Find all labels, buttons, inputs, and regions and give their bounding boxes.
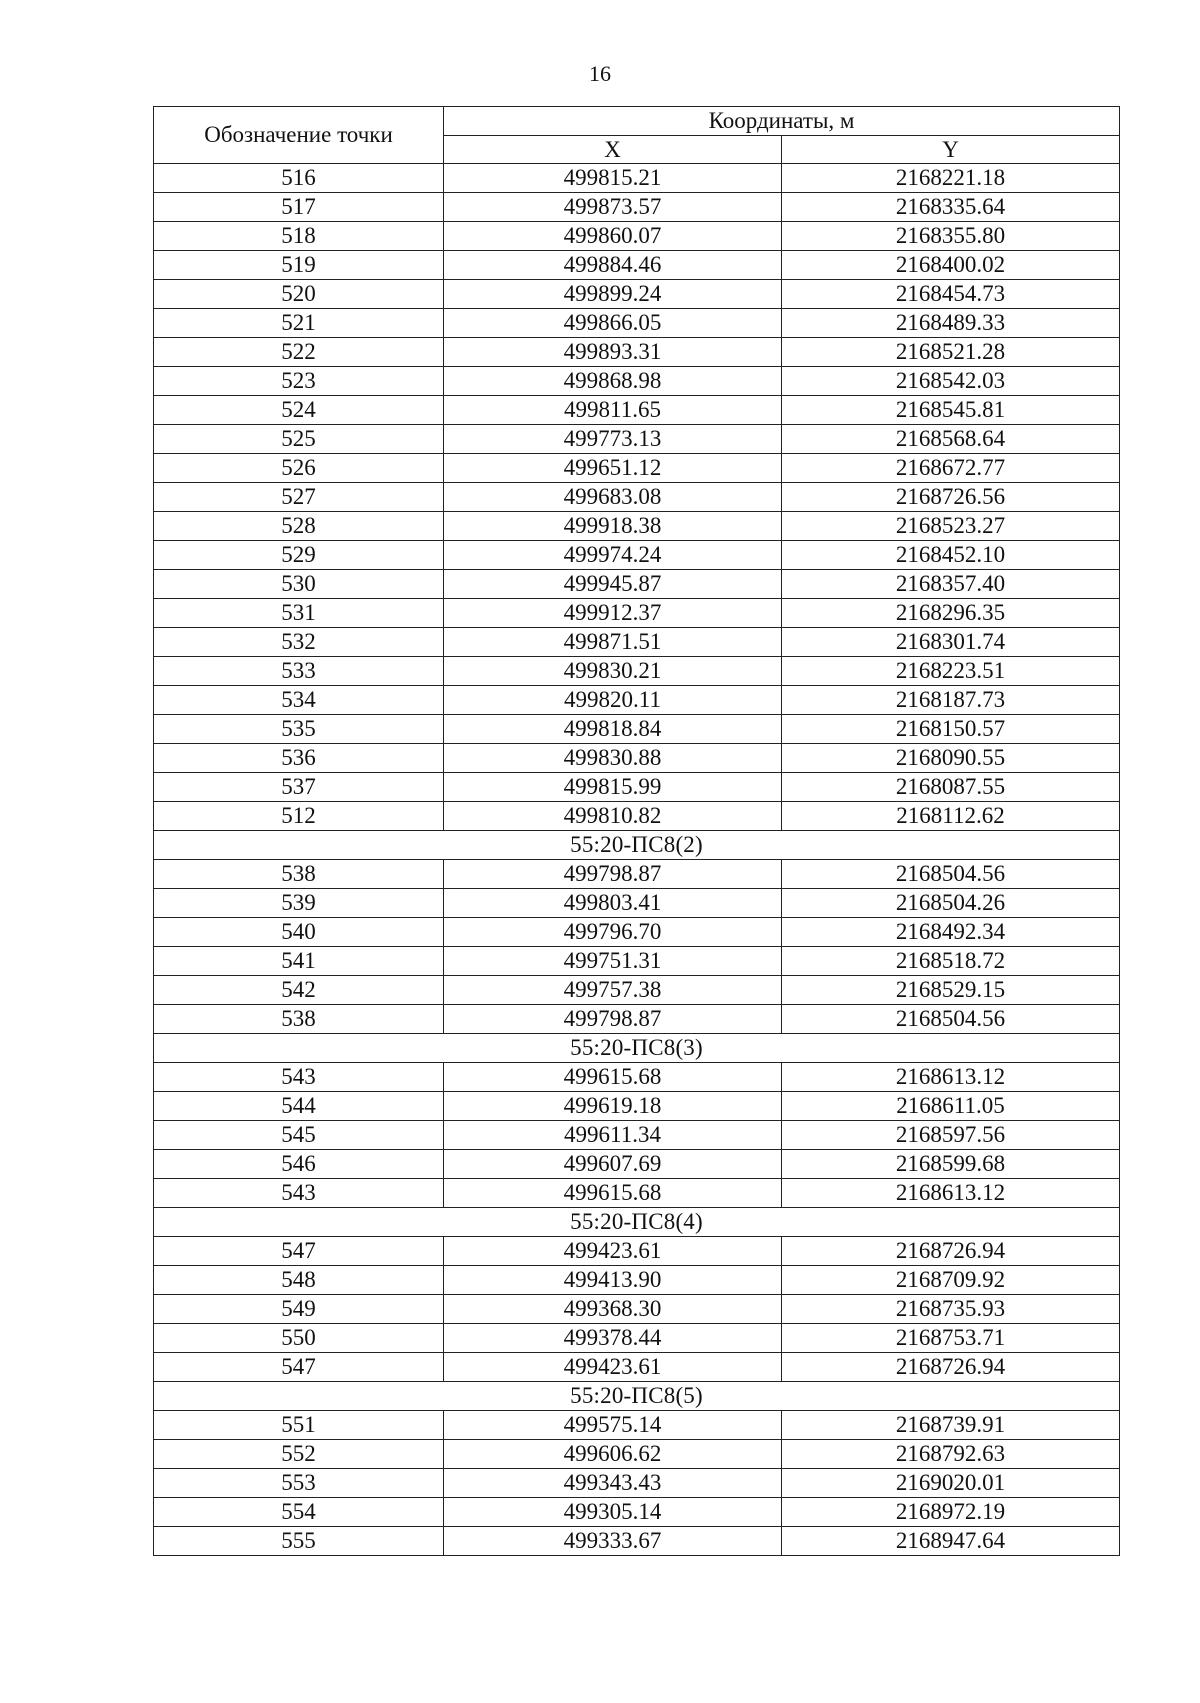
y-cell: 2168221.18 xyxy=(782,164,1120,193)
table-row xyxy=(154,512,1120,541)
y-cell: 2168504.56 xyxy=(782,860,1120,889)
y-cell: 2168542.03 xyxy=(782,367,1120,396)
point-cell: 528 xyxy=(154,512,444,541)
x-cell: 499945.87 xyxy=(444,570,782,599)
y-cell: 2168087.55 xyxy=(782,773,1120,802)
group-label: 55:20-ПС8(4) xyxy=(154,1208,1120,1237)
point-cell: 538 xyxy=(154,1005,444,1034)
x-cell: 499651.12 xyxy=(444,454,782,483)
y-cell: 2168150.57 xyxy=(782,715,1120,744)
group-header-row xyxy=(154,1034,1120,1063)
y-cell: 2168726.56 xyxy=(782,483,1120,512)
y-cell: 2168735.93 xyxy=(782,1295,1120,1324)
y-cell: 2169020.01 xyxy=(782,1469,1120,1498)
x-cell: 499423.61 xyxy=(444,1353,782,1382)
x-cell: 499305.14 xyxy=(444,1498,782,1527)
x-cell: 499773.13 xyxy=(444,425,782,454)
table-row xyxy=(154,1121,1120,1150)
point-cell: 547 xyxy=(154,1237,444,1266)
x-cell: 499611.34 xyxy=(444,1121,782,1150)
point-cell: 539 xyxy=(154,889,444,918)
point-cell: 537 xyxy=(154,773,444,802)
table-row xyxy=(154,1150,1120,1179)
point-cell: 552 xyxy=(154,1440,444,1469)
y-cell: 2168739.91 xyxy=(782,1411,1120,1440)
y-cell: 2168792.63 xyxy=(782,1440,1120,1469)
point-cell: 546 xyxy=(154,1150,444,1179)
table-row xyxy=(154,802,1120,831)
group-label: 55:20-ПС8(2) xyxy=(154,831,1120,860)
point-cell: 533 xyxy=(154,657,444,686)
table-row xyxy=(154,1440,1120,1469)
table-row xyxy=(154,309,1120,338)
table-row xyxy=(154,628,1120,657)
y-cell: 2168090.55 xyxy=(782,744,1120,773)
y-cell: 2168454.73 xyxy=(782,280,1120,309)
point-cell: 512 xyxy=(154,802,444,831)
y-cell: 2168504.56 xyxy=(782,1005,1120,1034)
x-cell: 499810.82 xyxy=(444,802,782,831)
point-cell: 551 xyxy=(154,1411,444,1440)
x-cell: 499575.14 xyxy=(444,1411,782,1440)
point-cell: 536 xyxy=(154,744,444,773)
x-cell: 499615.68 xyxy=(444,1179,782,1208)
group-header-row xyxy=(154,1382,1120,1411)
point-cell: 548 xyxy=(154,1266,444,1295)
point-cell: 534 xyxy=(154,686,444,715)
table-row xyxy=(154,947,1120,976)
table-row xyxy=(154,715,1120,744)
page-number: 16 xyxy=(589,61,611,86)
x-cell: 499918.38 xyxy=(444,512,782,541)
x-cell: 499830.88 xyxy=(444,744,782,773)
point-cell: 549 xyxy=(154,1295,444,1324)
table-row xyxy=(154,483,1120,512)
point-cell: 527 xyxy=(154,483,444,512)
point-cell: 520 xyxy=(154,280,444,309)
y-cell: 2168672.77 xyxy=(782,454,1120,483)
y-cell: 2168545.81 xyxy=(782,396,1120,425)
point-cell: 541 xyxy=(154,947,444,976)
table-row xyxy=(154,280,1120,309)
table-row xyxy=(154,1092,1120,1121)
table-row xyxy=(154,1498,1120,1527)
x-cell: 499868.98 xyxy=(444,367,782,396)
table-row xyxy=(154,889,1120,918)
x-cell: 499343.43 xyxy=(444,1469,782,1498)
x-cell: 499368.30 xyxy=(444,1295,782,1324)
x-cell: 499378.44 xyxy=(444,1324,782,1353)
table-row xyxy=(154,976,1120,1005)
point-cell: 543 xyxy=(154,1179,444,1208)
y-cell: 2168223.51 xyxy=(782,657,1120,686)
y-cell: 2168613.12 xyxy=(782,1179,1120,1208)
table-row xyxy=(154,1469,1120,1498)
point-cell: 518 xyxy=(154,222,444,251)
table-row xyxy=(154,222,1120,251)
group-label: 55:20-ПС8(3) xyxy=(154,1034,1120,1063)
y-cell: 2168301.74 xyxy=(782,628,1120,657)
x-cell: 499683.08 xyxy=(444,483,782,512)
table-row xyxy=(154,425,1120,454)
x-cell: 499606.62 xyxy=(444,1440,782,1469)
x-cell: 499615.68 xyxy=(444,1063,782,1092)
x-cell: 499423.61 xyxy=(444,1237,782,1266)
point-cell: 540 xyxy=(154,918,444,947)
point-cell: 517 xyxy=(154,193,444,222)
x-cell: 499974.24 xyxy=(444,541,782,570)
table-row xyxy=(154,1411,1120,1440)
point-cell: 542 xyxy=(154,976,444,1005)
x-cell: 499818.84 xyxy=(444,715,782,744)
y-cell: 2168518.72 xyxy=(782,947,1120,976)
table-row xyxy=(154,1179,1120,1208)
y-cell: 2168452.10 xyxy=(782,541,1120,570)
point-cell: 531 xyxy=(154,599,444,628)
x-cell: 499751.31 xyxy=(444,947,782,976)
y-cell: 2168357.40 xyxy=(782,570,1120,599)
table-row xyxy=(154,1266,1120,1295)
point-cell: 530 xyxy=(154,570,444,599)
y-cell: 2168521.28 xyxy=(782,338,1120,367)
y-cell: 2168523.27 xyxy=(782,512,1120,541)
table-row xyxy=(154,570,1120,599)
point-designation-header: Обозначение точки xyxy=(154,107,444,164)
y-cell: 2168597.56 xyxy=(782,1121,1120,1150)
x-cell: 499803.41 xyxy=(444,889,782,918)
point-cell: 523 xyxy=(154,367,444,396)
y-cell: 2168187.73 xyxy=(782,686,1120,715)
x-cell: 499796.70 xyxy=(444,918,782,947)
x-cell: 499860.07 xyxy=(444,222,782,251)
x-cell: 499866.05 xyxy=(444,309,782,338)
point-cell: 524 xyxy=(154,396,444,425)
point-cell: 544 xyxy=(154,1092,444,1121)
table-row xyxy=(154,193,1120,222)
point-cell: 522 xyxy=(154,338,444,367)
x-cell: 499893.31 xyxy=(444,338,782,367)
y-cell: 2168112.62 xyxy=(782,802,1120,831)
y-cell: 2168613.12 xyxy=(782,1063,1120,1092)
table-row xyxy=(154,599,1120,628)
x-cell: 499820.11 xyxy=(444,686,782,715)
point-cell: 519 xyxy=(154,251,444,280)
point-cell: 553 xyxy=(154,1469,444,1498)
x-cell: 499871.51 xyxy=(444,628,782,657)
x-cell: 499811.65 xyxy=(444,396,782,425)
x-header: X xyxy=(444,135,782,164)
y-cell: 2168489.33 xyxy=(782,309,1120,338)
group-header-row xyxy=(154,1208,1120,1237)
x-cell: 499873.57 xyxy=(444,193,782,222)
table-row xyxy=(154,918,1120,947)
point-cell: 525 xyxy=(154,425,444,454)
point-cell: 547 xyxy=(154,1353,444,1382)
point-cell: 535 xyxy=(154,715,444,744)
point-cell: 554 xyxy=(154,1498,444,1527)
coordinates-table xyxy=(153,106,1120,1556)
x-cell: 499815.21 xyxy=(444,164,782,193)
x-cell: 499757.38 xyxy=(444,976,782,1005)
x-cell: 499619.18 xyxy=(444,1092,782,1121)
y-cell: 2168335.64 xyxy=(782,193,1120,222)
y-header: Y xyxy=(782,135,1120,164)
table-row xyxy=(154,1005,1120,1034)
y-cell: 2168611.05 xyxy=(782,1092,1120,1121)
y-cell: 2168568.64 xyxy=(782,425,1120,454)
table-row xyxy=(154,1063,1120,1092)
table-row xyxy=(154,338,1120,367)
point-cell: 532 xyxy=(154,628,444,657)
table-row xyxy=(154,1237,1120,1266)
y-cell: 2168492.34 xyxy=(782,918,1120,947)
x-cell: 499884.46 xyxy=(444,251,782,280)
table-row xyxy=(154,657,1120,686)
table-row xyxy=(154,1324,1120,1353)
point-cell: 545 xyxy=(154,1121,444,1150)
y-cell: 2168599.68 xyxy=(782,1150,1120,1179)
x-cell: 499607.69 xyxy=(444,1150,782,1179)
coordinates-header: Координаты, м xyxy=(444,107,1120,136)
table-row xyxy=(154,860,1120,889)
table-header xyxy=(154,107,1120,164)
table-row xyxy=(154,251,1120,280)
x-cell: 499413.90 xyxy=(444,1266,782,1295)
y-cell: 2168972.19 xyxy=(782,1498,1120,1527)
x-cell: 499912.37 xyxy=(444,599,782,628)
table-row xyxy=(154,744,1120,773)
table-row xyxy=(154,164,1120,193)
y-cell: 2168947.64 xyxy=(782,1527,1120,1556)
y-cell: 2168355.80 xyxy=(782,222,1120,251)
x-cell: 499798.87 xyxy=(444,860,782,889)
table-row xyxy=(154,367,1120,396)
y-cell: 2168400.02 xyxy=(782,251,1120,280)
group-header-row xyxy=(154,831,1120,860)
y-cell: 2168296.35 xyxy=(782,599,1120,628)
point-cell: 555 xyxy=(154,1527,444,1556)
table-row xyxy=(154,454,1120,483)
x-cell: 499830.21 xyxy=(444,657,782,686)
table-row xyxy=(154,1527,1120,1556)
y-cell: 2168753.71 xyxy=(782,1324,1120,1353)
point-cell: 516 xyxy=(154,164,444,193)
table-body xyxy=(154,164,1120,1556)
point-cell: 538 xyxy=(154,860,444,889)
x-cell: 499815.99 xyxy=(444,773,782,802)
point-cell: 526 xyxy=(154,454,444,483)
y-cell: 2168709.92 xyxy=(782,1266,1120,1295)
point-cell: 521 xyxy=(154,309,444,338)
y-cell: 2168726.94 xyxy=(782,1237,1120,1266)
y-cell: 2168504.26 xyxy=(782,889,1120,918)
table-row xyxy=(154,1295,1120,1324)
x-cell: 499333.67 xyxy=(444,1527,782,1556)
table-row xyxy=(154,686,1120,715)
point-cell: 543 xyxy=(154,1063,444,1092)
table-row xyxy=(154,541,1120,570)
table-row xyxy=(154,773,1120,802)
point-cell: 529 xyxy=(154,541,444,570)
group-label: 55:20-ПС8(5) xyxy=(154,1382,1120,1411)
y-cell: 2168529.15 xyxy=(782,976,1120,1005)
y-cell: 2168726.94 xyxy=(782,1353,1120,1382)
table-row xyxy=(154,1353,1120,1382)
x-cell: 499798.87 xyxy=(444,1005,782,1034)
table-row xyxy=(154,396,1120,425)
x-cell: 499899.24 xyxy=(444,280,782,309)
point-cell: 550 xyxy=(154,1324,444,1353)
